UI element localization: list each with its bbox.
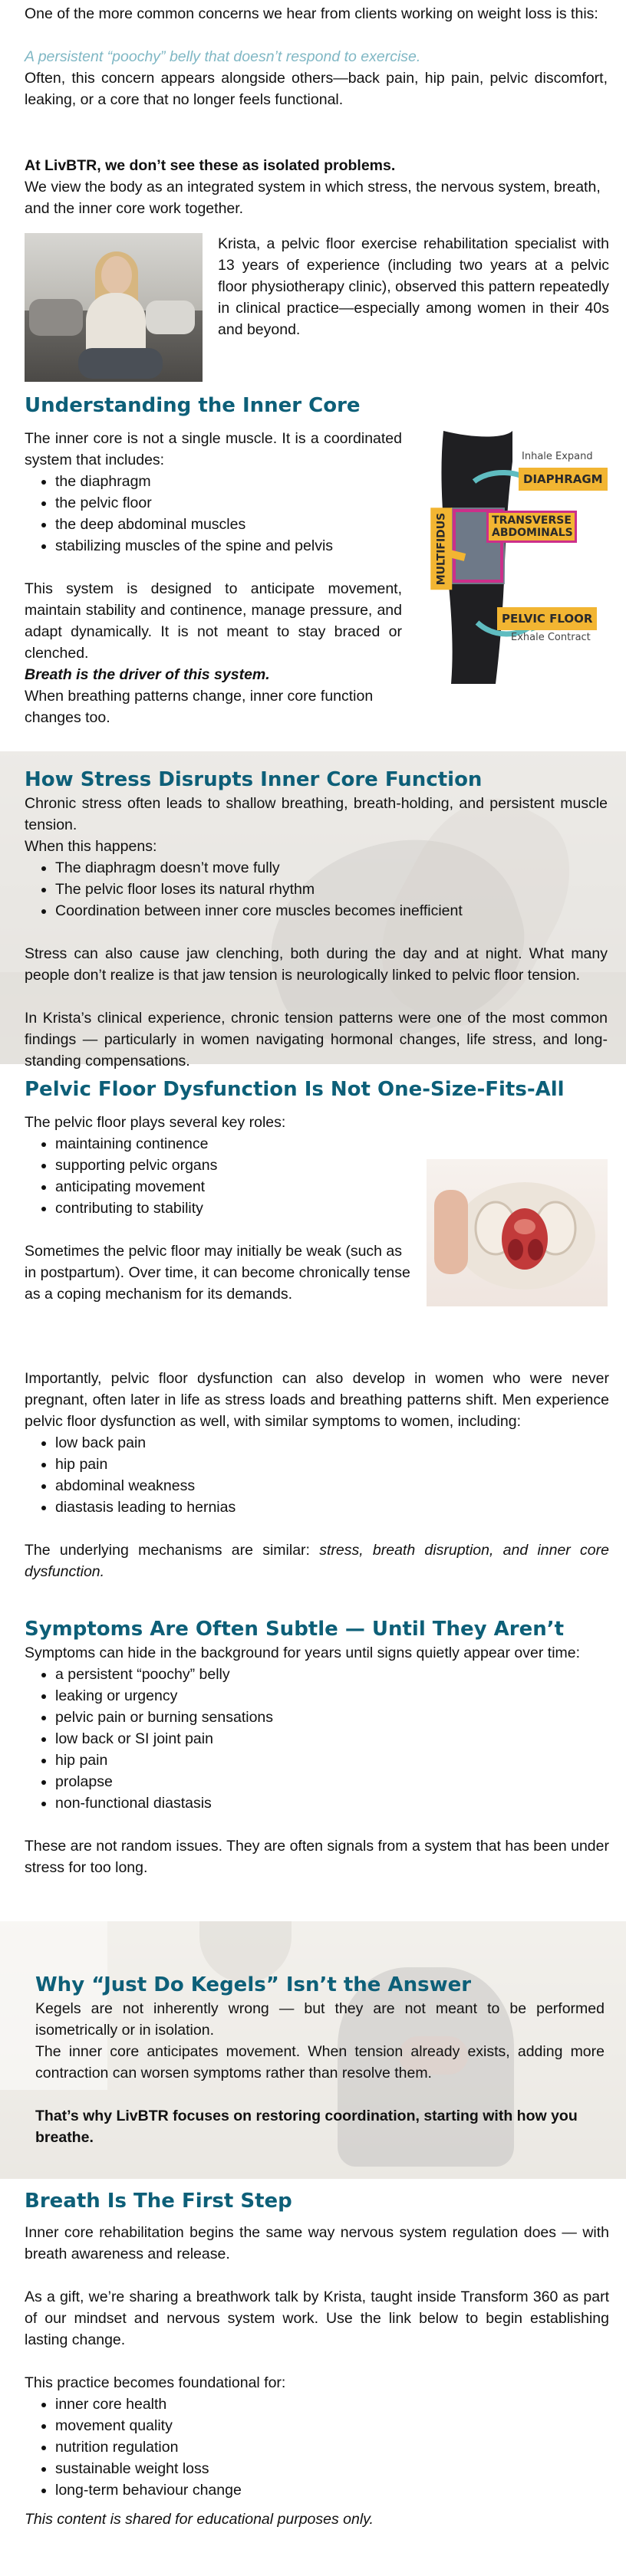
pelvic-mechanisms-em: stress, breath disruption, and inner core dysfunction. bbox=[25, 1542, 609, 1580]
breath-list bbox=[25, 2394, 609, 2501]
symptoms-closing: These are not random issues. They are often signals from a system that has been under stress for too long. bbox=[25, 1838, 609, 1876]
integrated-section bbox=[25, 155, 608, 219]
inner-core-intro: The inner core is not a single muscle. It is a coordinated system that includes: bbox=[25, 430, 402, 468]
multifidus-label: MULTIFIDUS bbox=[430, 508, 452, 590]
pelvic-weak: Sometimes the pelvic floor may initially be weak (such as in postpartum). Over time, it can become chronically tense as a coping mechanism for its demands. bbox=[25, 1243, 410, 1303]
pelvic-roles-list bbox=[25, 1133, 417, 1219]
stress-intro: Chronic stress often leads to shallow breathing, breath-holding, and persistent muscle tension. bbox=[25, 795, 608, 833]
inner-core-emphasis: Breath is the driver of this system. bbox=[25, 666, 270, 683]
pelvic-symptoms-list bbox=[25, 1432, 609, 1518]
list-item: • contributing to stability bbox=[55, 1198, 417, 1219]
diaphragm-label: DIAPHRAGM bbox=[519, 468, 608, 491]
symptoms-list bbox=[25, 1664, 609, 1814]
integrated-body: We view the body as an integrated system in which stress, the nervous system, breath, and the inner core work together. bbox=[25, 179, 601, 217]
inner-core-diagram bbox=[420, 431, 611, 684]
breath-title: Breath Is The First Step bbox=[25, 2190, 292, 2213]
breath-p3: This practice becomes foundational for: bbox=[25, 2374, 286, 2391]
stress-title: How Stress Disrupts Inner Core Function bbox=[25, 768, 483, 791]
list-item: • a persistent “poochy” belly bbox=[55, 1664, 609, 1685]
intro-section bbox=[25, 3, 608, 110]
list-item: • long-term behaviour change bbox=[55, 2479, 609, 2501]
kegels-body1: Kegels are not inherently wrong — but they are not meant to be performed isometrically or in isolation. bbox=[35, 2000, 605, 2039]
inner-core-body bbox=[25, 428, 402, 728]
krista-photo bbox=[25, 233, 203, 382]
inner-core-closing: When breathing patterns change, inner core function changes too. bbox=[25, 688, 374, 726]
list-item: • low back or SI joint pain bbox=[55, 1728, 609, 1750]
breath-section bbox=[25, 2188, 609, 2530]
stress-jaw: Stress can also cause jaw clenching, both during the day and at night. What many people don’t realize is that jaw tension is neurologically linked to pelvic floor tension. bbox=[25, 945, 608, 984]
stress-clinical: In Krista’s clinical experience, chronic tension patterns were one of the most common findings — particularly in women navigating hormonal changes, life stress, and long-standing compensations. bbox=[25, 1010, 608, 1070]
pelvic-mechanisms bbox=[25, 1539, 609, 1582]
list-item: • sustainable weight loss bbox=[55, 2458, 609, 2479]
list-item: • the pelvic floor bbox=[55, 492, 402, 514]
stress-when: When this happens: bbox=[25, 838, 157, 855]
list-item: • movement quality bbox=[55, 2415, 609, 2436]
list-item: • the diaphragm bbox=[55, 471, 402, 492]
inhale-label: Inhale Expand bbox=[522, 451, 593, 462]
inner-core-section bbox=[25, 393, 608, 419]
symptoms-title: Symptoms Are Often Subtle — Until They Aren’t bbox=[25, 1618, 565, 1641]
symptoms-intro: Symptoms can hide in the background for years until signs quietly appear over time: bbox=[25, 1644, 581, 1661]
list-item: • The diaphragm doesn’t move fully bbox=[55, 857, 608, 879]
breath-p2: As a gift, we’re sharing a breathwork talk by Krista, taught inside Transform 360 as part of our mindset and nervous system work. Use the link below to begin establishing lasting change. bbox=[25, 2288, 609, 2348]
breath-disclaimer: This content is shared for educational purposes only. bbox=[25, 2511, 374, 2528]
list-item: • The pelvic floor loses its natural rhythm bbox=[55, 879, 608, 900]
pelvic-importantly: Importantly, pelvic floor dysfunction can also develop in women who were never pregnant, often later in life as stress loads and breathing patterns shift. Men experience pelvic floor dysfunction as well, with similar symptoms to women, including: bbox=[25, 1370, 609, 1430]
list-item: • leaking or urgency bbox=[55, 1685, 609, 1707]
pelvic-section-title bbox=[25, 1076, 608, 1102]
stress-section bbox=[25, 767, 608, 1072]
list-item: • low back pain bbox=[55, 1432, 609, 1454]
kegels-section bbox=[35, 1972, 605, 2148]
pelvis-illustration bbox=[427, 1159, 608, 1306]
pelvic-intro: The pelvic floor plays several key roles: bbox=[25, 1114, 286, 1131]
list-item: • hip pain bbox=[55, 1454, 609, 1475]
kegels-body2: The inner core anticipates movement. When tension already exists, adding more contraction can worsen symptoms rather than resolve them. bbox=[35, 2043, 605, 2082]
krista-body: Krista, a pelvic floor exercise rehabilitation specialist with 13 years of experience (including two years at a pelvic floor physiotherapy clinic), observed this pattern repeatedly in clinical practice—especially among women in their 40s and beyond. bbox=[218, 235, 609, 338]
list-item: • pelvic pain or burning sensations bbox=[55, 1707, 609, 1728]
list-item: • stabilizing muscles of the spine and pelvis bbox=[55, 535, 402, 557]
pelvic-details bbox=[25, 1368, 609, 1582]
inner-core-list bbox=[25, 471, 402, 557]
list-item: • nutrition regulation bbox=[55, 2436, 609, 2458]
list-item: • inner core health bbox=[55, 2394, 609, 2415]
stress-list bbox=[25, 857, 608, 922]
list-item: • the deep abdominal muscles bbox=[55, 514, 402, 535]
list-item: • prolapse bbox=[55, 1771, 609, 1792]
transverse-label: TRANSVERSE ABDOMINALS bbox=[486, 511, 577, 543]
symptoms-section bbox=[25, 1616, 609, 1878]
pelvic-roles bbox=[25, 1112, 417, 1305]
list-item: • non-functional diastasis bbox=[55, 1792, 609, 1814]
list-item: • anticipating movement bbox=[55, 1176, 417, 1198]
intro-quote: A persistent “poochy” belly that doesn’t respond to exercise. bbox=[25, 48, 421, 65]
list-item: • abdominal weakness bbox=[55, 1475, 609, 1497]
list-item: • Coordination between inner core muscles becomes inefficient bbox=[55, 900, 608, 922]
pelvic-floor-label: PELVIC FLOOR bbox=[497, 607, 597, 630]
pelvis-model-photo bbox=[427, 1159, 608, 1306]
krista-bio bbox=[218, 233, 609, 340]
list-item: • supporting pelvic organs bbox=[55, 1155, 417, 1176]
list-item: • hip pain bbox=[55, 1750, 609, 1771]
list-item: • maintaining continence bbox=[55, 1133, 417, 1155]
inner-core-paragraph: This system is designed to anticipate movement, maintain stability and continence, manage pressure, and adapt dynamically. It is not meant to stay braced or clenched. bbox=[25, 580, 402, 662]
integrated-heading: At LivBTR, we don’t see these as isolated problems. bbox=[25, 157, 396, 174]
intro-body: Often, this concern appears alongside others—back pain, hip pain, pelvic discomfort, leaking, or a core that no longer feels functional. bbox=[25, 70, 608, 108]
breath-p1: Inner core rehabilitation begins the same way nervous system regulation does — with breath awareness and release. bbox=[25, 2224, 609, 2262]
intro-lead: One of the more common concerns we hear from clients working on weight loss is this: bbox=[25, 5, 598, 22]
exhale-label: Exhale Contract bbox=[511, 632, 591, 643]
kegels-bold: That’s why LivBTR focuses on restoring coordination, starting with how you breathe. bbox=[35, 2108, 578, 2146]
inner-core-title: Understanding the Inner Core bbox=[25, 394, 361, 417]
list-item: • diastasis leading to hernias bbox=[55, 1497, 609, 1518]
pelvic-mechanisms-lead: The underlying mechanisms are similar: bbox=[25, 1542, 320, 1559]
kegels-title: Why “Just Do Kegels” Isn’t the Answer bbox=[35, 1973, 472, 1996]
pelvic-title: Pelvic Floor Dysfunction Is Not One-Size-Fits-All bbox=[25, 1078, 565, 1101]
